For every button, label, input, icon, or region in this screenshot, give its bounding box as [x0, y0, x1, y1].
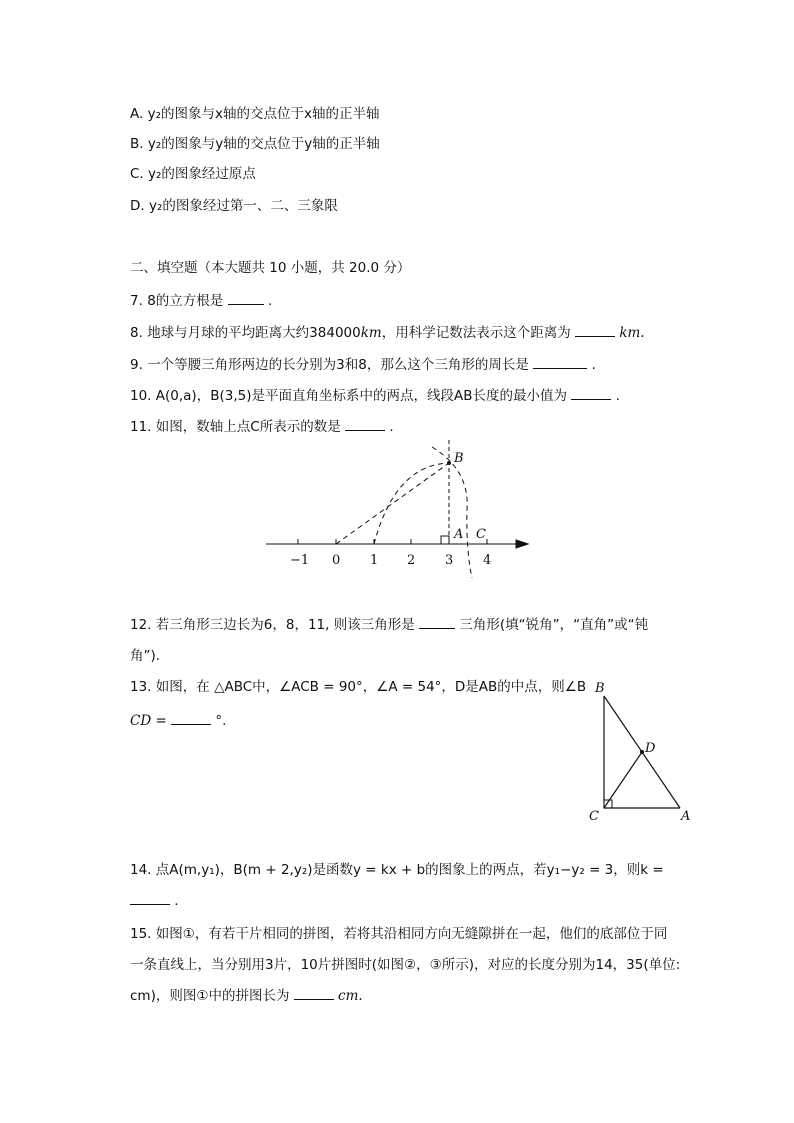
question-13-line-2: [130, 710, 226, 731]
question-text: 地球与月球的平均距离大约384000: [147, 325, 361, 341]
label-c: C: [476, 527, 486, 542]
question-tail: km.: [619, 325, 645, 341]
tick-label: 1: [370, 553, 379, 568]
question-text: 若三角形三边长为6，8，11, 则该三角形是: [155, 617, 415, 633]
option-text: y₂的图象经过原点: [148, 166, 256, 182]
tick-label: 0: [332, 553, 341, 568]
question-number: 15.: [130, 926, 152, 942]
answer-blank[interactable]: [294, 985, 334, 1000]
question-text: 如图，数轴上点C所表示的数是: [155, 419, 341, 435]
segment-ob: [336, 463, 449, 544]
question-15: [130, 924, 667, 944]
section-title-text: 二、填空题（本大题共 10 小题，共 20.0 分）: [130, 260, 411, 276]
question-12-line-2: [130, 646, 160, 666]
question-number: 14.: [130, 862, 152, 878]
question-14: [130, 860, 664, 880]
label-a: A: [454, 527, 464, 542]
option-label: A.: [130, 106, 144, 122]
question-number: 9.: [130, 357, 143, 373]
tick-label: 3: [445, 553, 454, 568]
tick-label: 2: [407, 553, 416, 568]
arc-1b: [374, 463, 449, 544]
question-unit: cm.: [338, 988, 363, 1004]
question-number: 7.: [130, 293, 143, 309]
question-text: 一个等腰三角形两边的长分别为3和8，那么这个三角形的周长是: [147, 357, 529, 373]
question-15-line-3: [130, 985, 363, 1006]
question-15-line-2: [130, 955, 680, 975]
question-text-2: CD =: [130, 713, 167, 729]
question-text: 如图，在 △ABC中，∠ACB = 90°，∠A = 54°，D是AB的中点，则∠B: [155, 679, 587, 695]
question-text-2: ，用科学记数法表示这个距离为: [381, 325, 571, 341]
tick-label: −1: [290, 553, 310, 568]
option-text: y₂的图象经过第一、二、三象限: [148, 198, 338, 214]
question-text: A(0,a)，B(3,5)是平面直角坐标系中的两点，线段AB长度的最小值为: [155, 388, 567, 404]
question-text-2: 三角形(填“锐角”，“直角”或“钝: [459, 617, 649, 633]
question-number: 10.: [130, 388, 152, 404]
question-number: 13.: [130, 679, 152, 695]
question-tail: .: [615, 388, 620, 404]
question-number: 11.: [130, 419, 152, 435]
arrow-icon: [516, 540, 528, 548]
question-tail: °.: [215, 713, 227, 729]
label-b: B: [595, 681, 605, 696]
option-text: y₂的图象与y轴的交点位于y轴的正半轴: [147, 136, 380, 152]
question-text: 点A(m,y₁)，B(m + 2,y₂)是函数y = kx + b的图象上的两点，若y₁−y₂ = 3，则k =: [155, 862, 664, 878]
option-label: B.: [130, 136, 144, 152]
answer-blank[interactable]: [171, 710, 211, 725]
question-14-line-2: [130, 890, 179, 911]
question-tail: .: [389, 419, 394, 435]
tick-label: 4: [483, 553, 492, 568]
label-a: A: [681, 809, 691, 824]
option-label: D.: [130, 198, 145, 214]
question-text-3: cm)，则图①中的拼图长为: [130, 988, 290, 1004]
question-tail: .: [174, 893, 179, 909]
question-tail: .: [591, 357, 596, 373]
point-b: [447, 461, 451, 465]
option-label: C.: [130, 166, 144, 182]
question-text-3: 角”).: [130, 648, 161, 664]
option-text: y₂的图象与x轴的交点位于x轴的正半轴: [147, 106, 380, 122]
question-text: 如图①，有若干片相同的拼图，若将其沿相同方向无缝隙拼在一起，他们的底部位于同: [155, 926, 668, 942]
question-unit: km: [360, 325, 382, 341]
label-d: D: [645, 741, 656, 756]
right-angle-marker: [441, 536, 449, 544]
question-13: [130, 677, 586, 697]
question-text: 8的立方根是: [147, 293, 224, 309]
question-number: 12.: [130, 617, 152, 633]
question-12: [130, 614, 648, 635]
point-d: [640, 750, 644, 754]
label-c: C: [589, 809, 599, 824]
answer-blank[interactable]: [419, 614, 455, 629]
question-tail: .: [267, 293, 273, 309]
question-number: 8.: [130, 325, 143, 341]
label-b: B: [454, 451, 464, 466]
question-text-2: 一条直线上，当分别用3片，10片拼图时(如图②，③所示)，对应的长度分别为14，35(单位:: [130, 957, 681, 973]
answer-blank[interactable]: [130, 890, 170, 905]
